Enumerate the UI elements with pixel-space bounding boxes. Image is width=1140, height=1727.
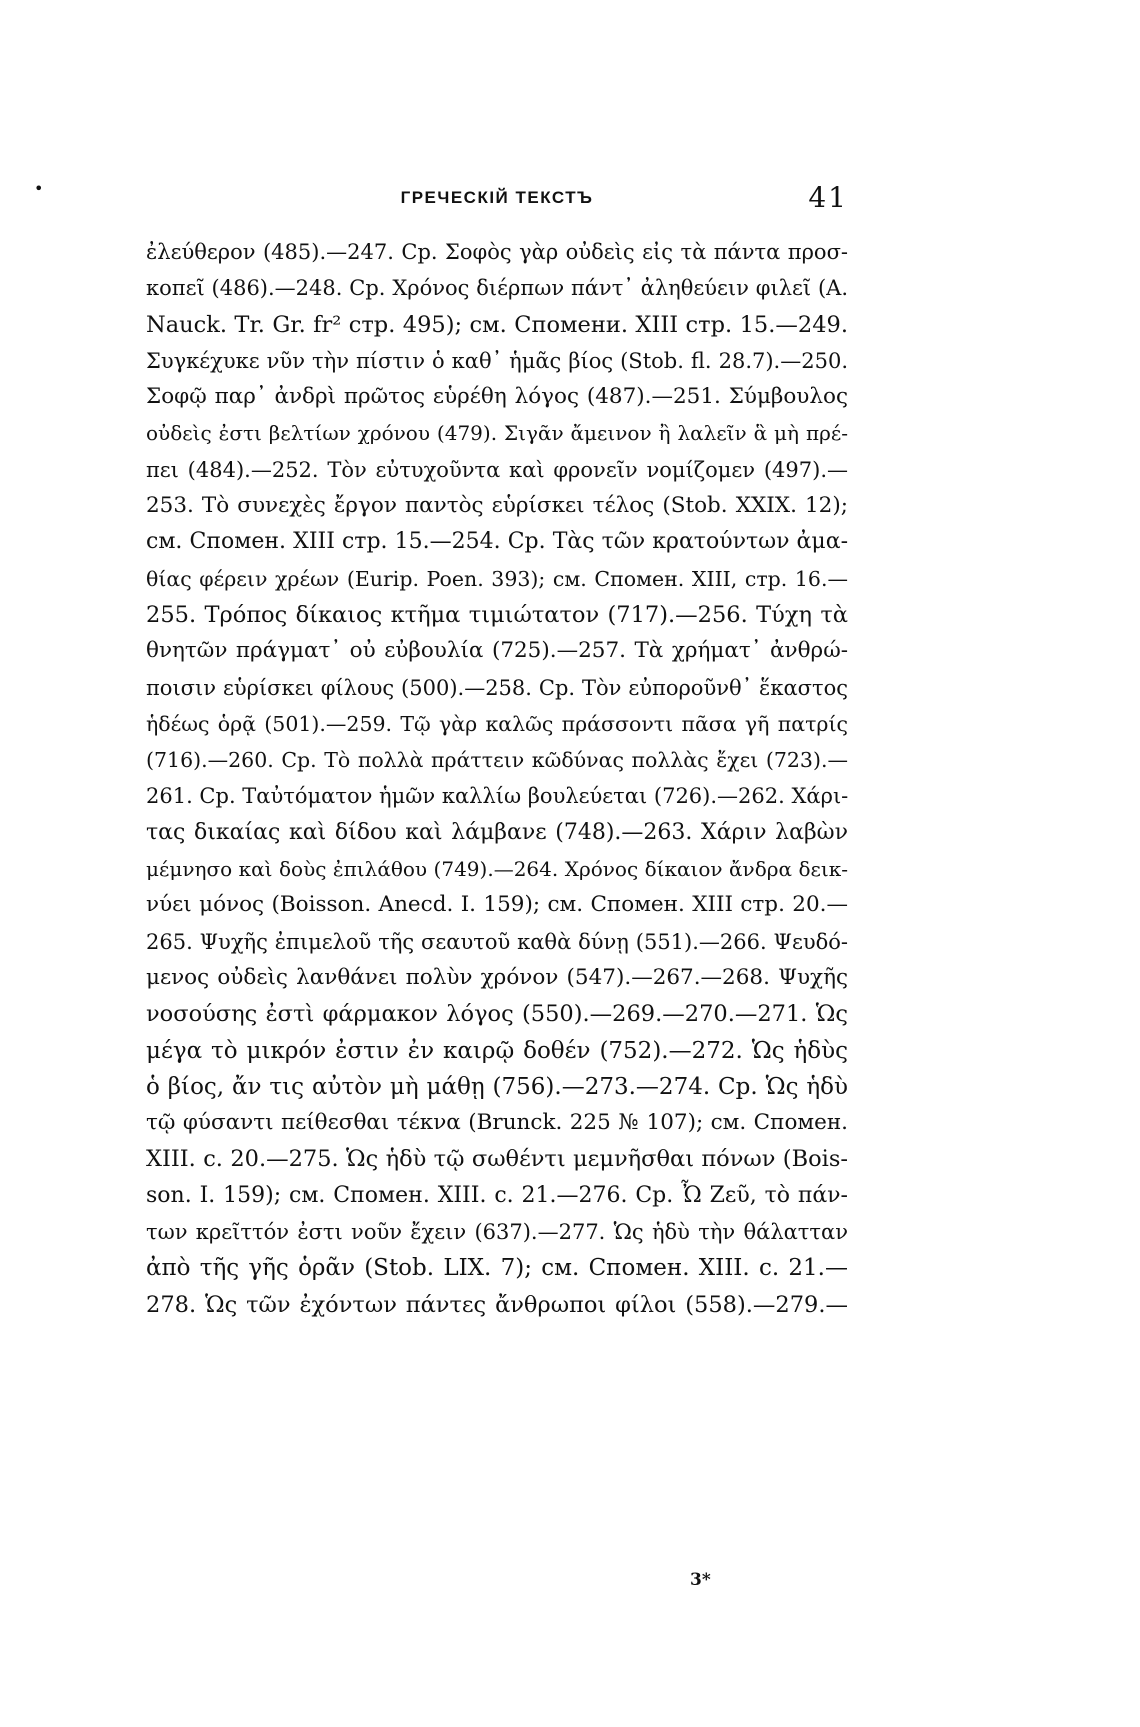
text-line: τας δικαίας καὶ δίδου καὶ λάμβανε (748).—263. Χάριν λαβὼν (146, 819, 848, 845)
text-line: των κρεῖττόν ἐστι νοῦν ἔχειν (637).—277. Ὡς ἡδὺ τὴν θάλατταν (146, 1220, 848, 1245)
text-line: 255. Τρόπος δίκαιος κτῆμα τιμιώτατον (717).—256. Τύχη τὰ (146, 601, 848, 628)
text-line: τῷ φύσαντι πείθεσθαι τέκνα (Brunck. 225 № 107); см. Спомен. (146, 1110, 848, 1136)
text-line: μέγα τὸ μικρόν ἐστιν ἐν καιρῷ δοθέν (752).—272. Ὡς ἡδὺς (146, 1037, 848, 1064)
text-line: (716).—260. Ср. Τὸ πολλὰ πράττειν κῶδύνας πολλὰς ἔχει (723).— (146, 748, 848, 773)
page-number: 41 (808, 181, 848, 214)
text-line: ποισιν εὑρίσκει φίλους (500).—258. Ср. Τὸν εὐποροῦνθ᾽ ἕκαστος (146, 675, 848, 700)
text-line: Nauck. Tr. Gr. fr² стр. 495); см. Спомени. XIII стр. 15.—249. (146, 311, 848, 338)
text-line: XIII. c. 20.—275. Ὡς ἡδὺ τῷ σωθέντι μεμνῆσθαι πόνων (Bois- (146, 1146, 848, 1173)
margin-mark: • (34, 179, 44, 198)
running-header (146, 178, 848, 218)
body-text (146, 234, 848, 1323)
header-title: ГРЕЧЕСКІЙ ТЕКСТЪ (400, 188, 594, 207)
text-line: οὐδεὶς ἐστι βελτίων χρόνου (479). Σιγᾶν ἄμεινον ἢ λαλεῖν ἃ μὴ πρέ- (146, 421, 848, 446)
text-line: son. I. 159); см. Спомен. XIII. c. 21.—276. Ср. Ὦ Ζεῦ, τὸ πάν- (146, 1182, 848, 1208)
text-line: см. Спомен. XIII стр. 15.—254. Ср. Τὰς τῶν κρατούντων ἀμα- (146, 529, 848, 555)
text-line: ἀπὸ τῆς γῆς ὁρᾶν (Stob. LIX. 7); см. Спомен. XIII. c. 21.— (146, 1255, 848, 1282)
text-line: μέμνησο καὶ δοὺς ἐπιλάθου (749).—264. Χρόνος δίκαιον ἄνδρα δεικ- (146, 857, 848, 882)
text-line: πει (484).—252. Τὸν εὐτυχοῦντα καὶ φρονεῖν νομίζομεν (497).— (146, 457, 848, 482)
text-line: κοπεῖ (486).—248. Ср. Χρόνος διέρπων πάντ᾽ ἀληθεύειν φιλεῖ (A. (146, 276, 848, 301)
text-line: ἐλεύθερον (485).—247. Ср. Σοφὸς γὰρ οὐδεὶς εἰς τὰ πάντα προσ- (146, 240, 848, 264)
text-line: 261. Ср. Ταὐτόματον ἡμῶν καλλίω βουλεύεται (726).—262. Χάρι- (146, 784, 849, 809)
text-line: νοσούσης ἐστὶ φάρμακον λόγος (550).—269.—270.—271. Ὡς (146, 1001, 848, 1028)
text-line: 253. Τὸ συνεχὲς ἔργον παντὸς εὑρίσκει τέλος (Stob. XXIX. 12); (146, 493, 848, 519)
text-line: νύει μόνος (Boisson. Anecd. I. 159); см. Спомен. XIII стр. 20.— (146, 892, 848, 918)
text-line: ὁ βίος, ἄν τις αὐτὸν μὴ μάθῃ (756).—273.—274. Ср. Ὡς ἡδὺ (146, 1073, 848, 1100)
text-line: 278. Ὡς τῶν ἐχόντων πάντες ἄνθρωποι φίλοι (558).—279.— (146, 1291, 848, 1318)
text-line: μενος οὐδεὶς λανθάνει πολὺν χρόνον (547).—267.—268. Ψυχῆς (146, 964, 848, 990)
text-line: ἡδέως ὁρᾷ (501).—259. Τῷ γὰρ καλῶς πράσσοντι πᾶσα γῆ πατρίς (146, 711, 848, 736)
text-line: 265. Ψυχῆς ἐπιμελοῦ τῆς σεαυτοῦ καθὰ δύνῃ (551).—266. Ψευδό- (146, 929, 848, 954)
text-line: θίας φέρειν χρέων (Eurip. Poen. 393); см. Спомен. XIII, стр. 16.— (146, 566, 848, 591)
text-line: Σοφῷ παρ᾽ ἀνδρὶ πρῶτος εὑρέθη λόγος (487).—251. Σύμβουλος (146, 384, 848, 410)
text-line: θνητῶν πράγματ᾽ οὐ εὐβουλία (725).—257. Τὰ χρήματ᾽ ἀνθρώ- (146, 638, 848, 664)
text-line: Συγκέχυκε νῦν τὴν πίστιν ὁ καθ᾽ ἡμᾶς βίος (Stob. fl. 28.7).—250. (146, 348, 848, 373)
signature-mark: 3* (690, 1570, 711, 1590)
